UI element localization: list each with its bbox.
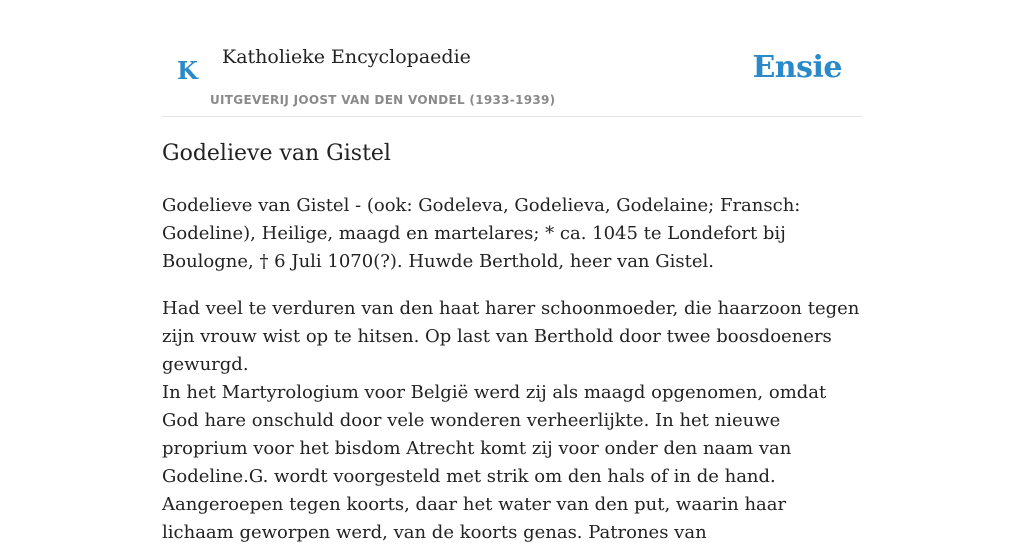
article-paragraph: Had veel te verduren van den haat harer schoonmoeder, die haarzoon tegen zijn vrouw wist op te hitsen. Op last van Berthold door twee boosdoeners gewurgd. (162, 298, 860, 375)
site-header (162, 0, 862, 117)
article-title: Godelieve van Gistel (162, 141, 391, 166)
encyclopedia-logo-icon[interactable]: K (177, 56, 198, 85)
publisher-label: UITGEVERIJ JOOST VAN DEN VONDEL (1933-1939) (210, 93, 556, 107)
ensie-brand-link[interactable]: Ensie (752, 50, 842, 85)
article-paragraph: In het Martyrologium voor België werd zij als maagd opgenomen, omdat God hare onschuld door vele wonderen verheerlijkte. In het nieuwe proprium voor het bisdom Atrecht komt zij voor onder den naam van Godeline.G. wordt voorgesteld met strik om den hals of in de hand. Aangeroepen tegen koorts, daar het water van den put, waarin haar lichaam geworpen werd, van de koorts genas. Patrones van (162, 382, 827, 543)
page (162, 0, 862, 543)
article-paragraph: Godelieve van Gistel - (ook: Godeleva, Godelieva, Godelaine; Fransch: Godeline), Heilige, maagd en martelares; * ca. 1045 te Londefort bij Boulogne, † 6 Juli 1070(?). Huwde Berthold, heer van Gistel. (162, 195, 801, 272)
encyclopedia-title[interactable]: Katholieke Encyclopaedie (222, 46, 471, 68)
